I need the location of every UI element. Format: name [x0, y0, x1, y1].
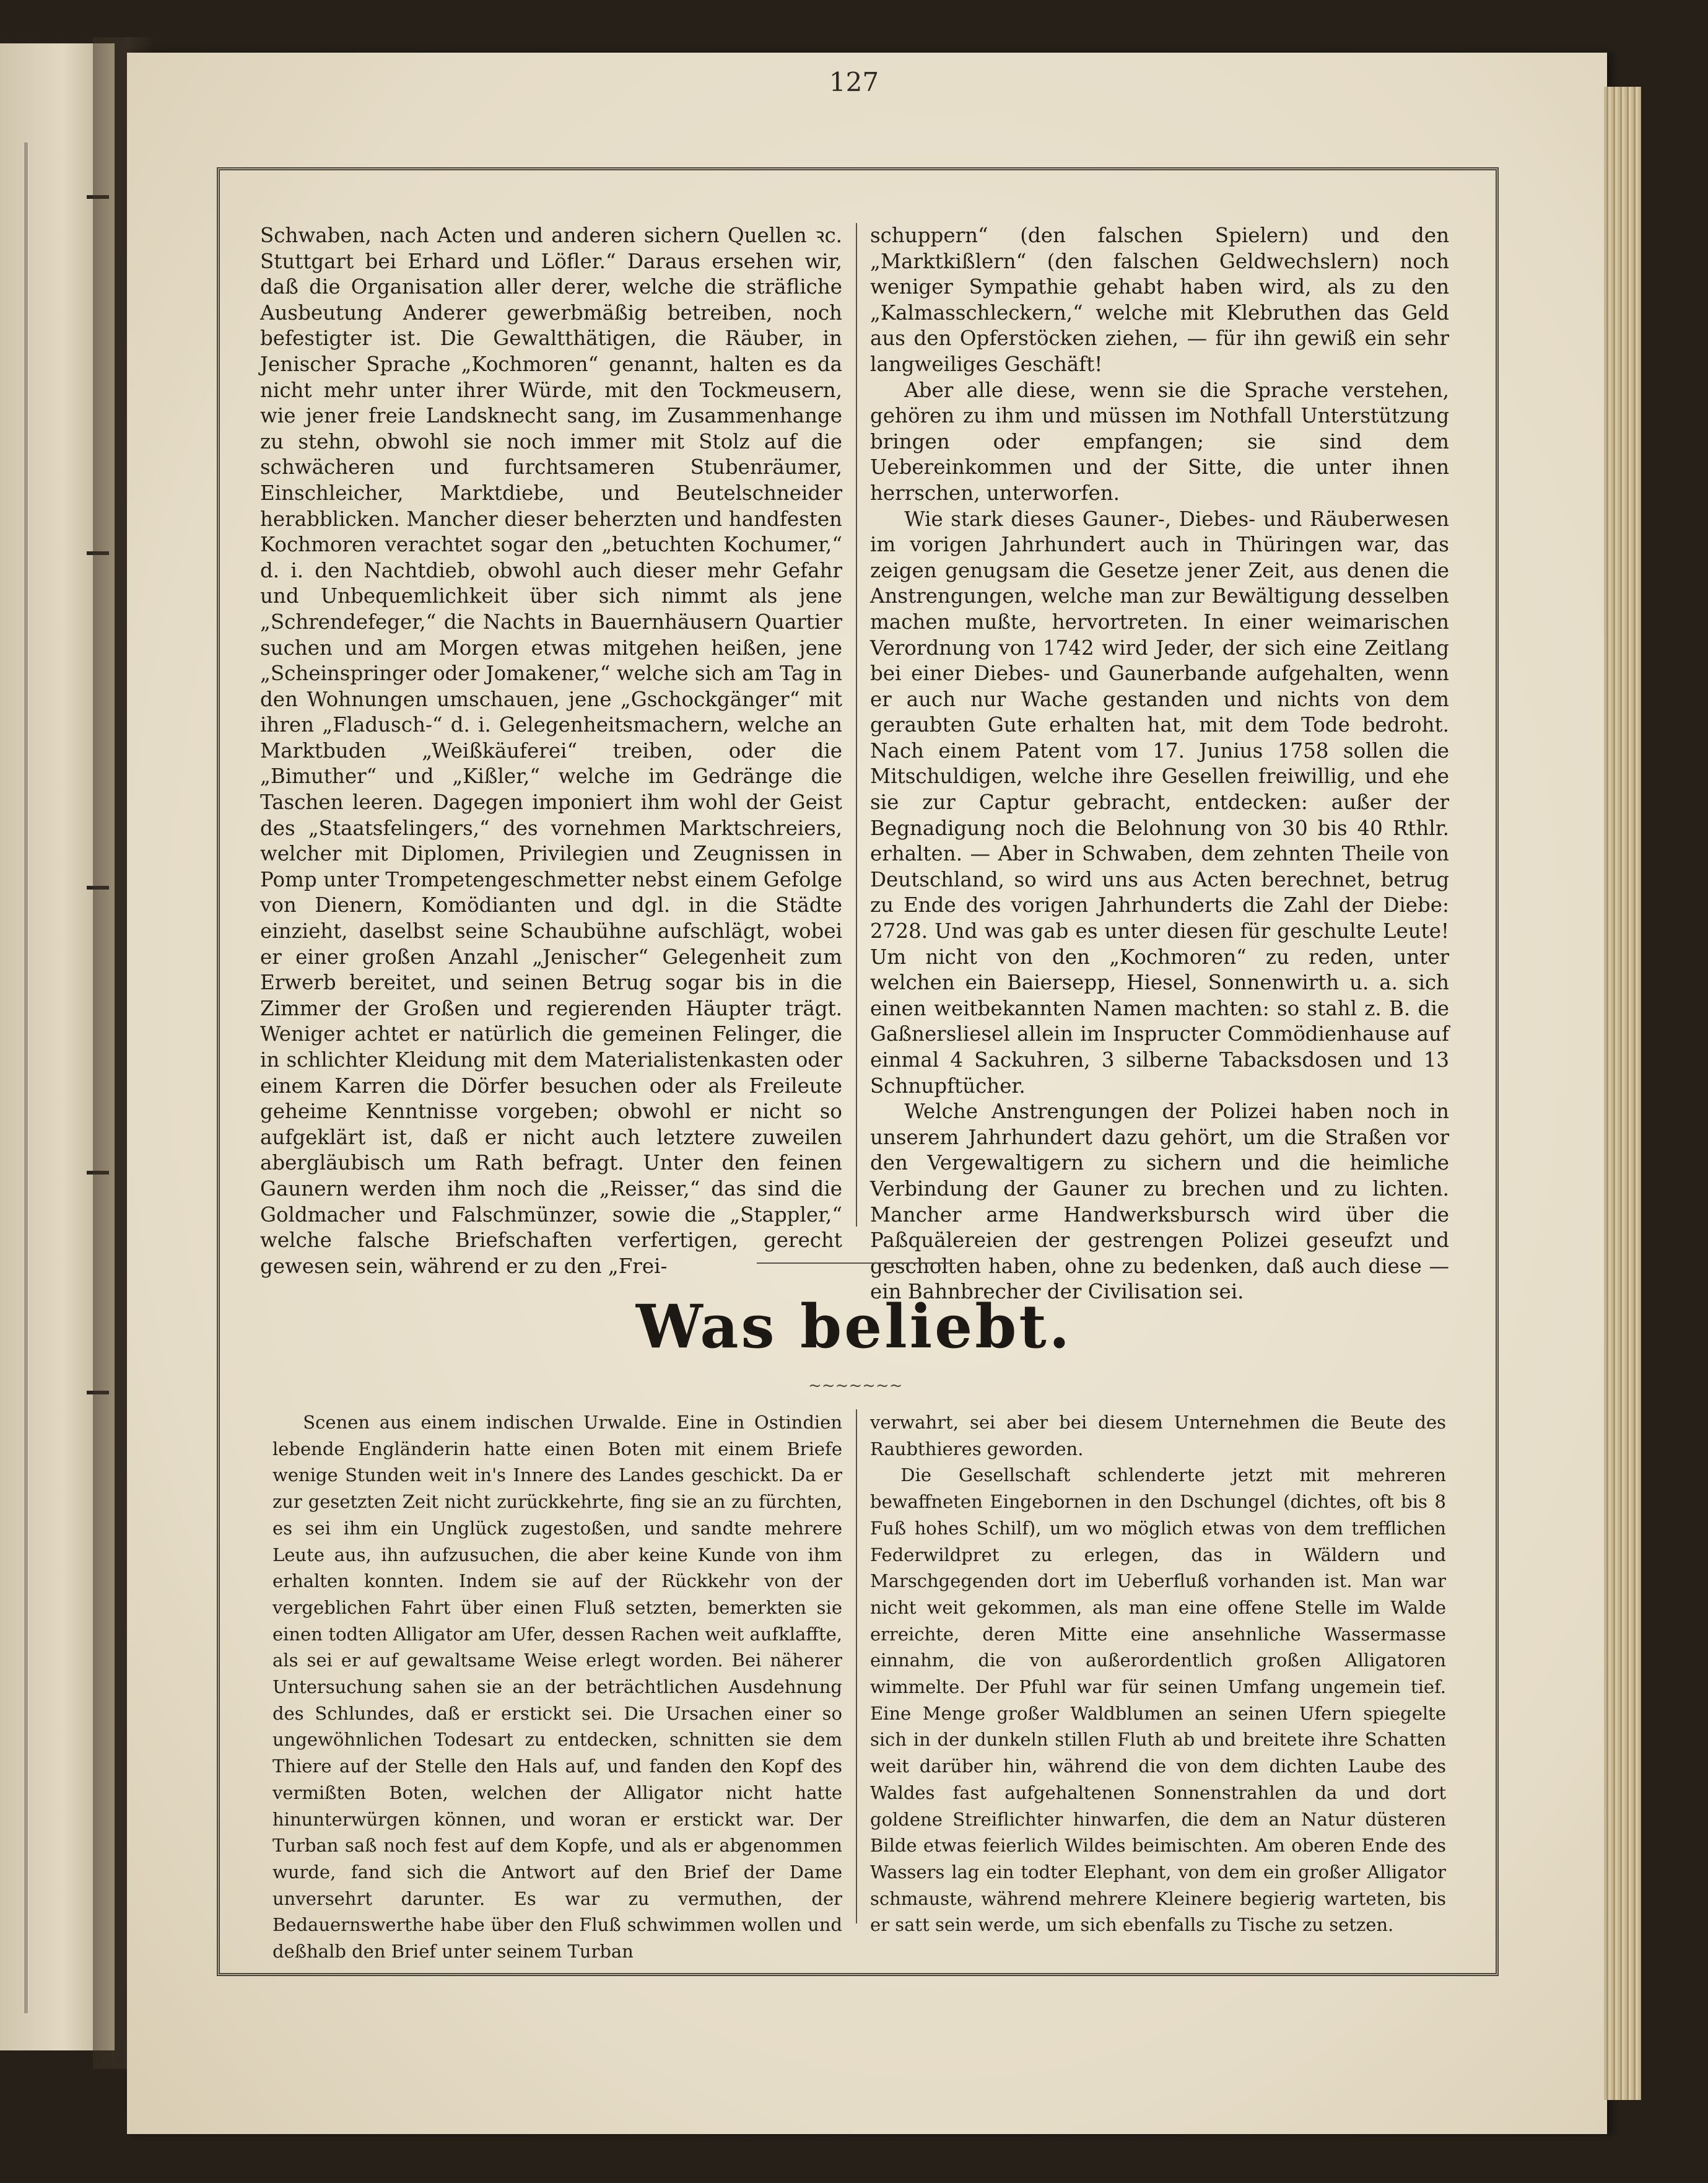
- paragraph: Scenen aus einem indischen Urwalde. Eine in Ostindien lebende Engländerin hatte einen Boten mit einem Briefe wenige Stunden weit in's Innere des Landes geschickt. Da er zur gesetzten Zeit nicht zurückkehrte, fing sie an zu fürchten, es sei ihm ein Unglück zugestoßen, und sandte mehrere Leute aus, ihn aufzusuchen, die aber keine Kunde von ihm erhalten konnten. Indem sie auf der Rückkehr von der vergeblichen Fahrt über einen Fluß setzten, bemerkten sie einen todten Alligator am Ufer, dessen Rachen weit aufklaffte, als sei er auf gewaltsame Weise erlegt worden. Bei näherer Untersuchung sahen sie an der beträchtlichen Ausdehnung des Schlundes, daß er erstickt sei. Die Ursachen einer so ungewöhnlichen Todesart zu entdecken, schnitten sie dem Thiere auf der Stelle den Hals auf, und fanden den Kopf des vermißten Boten, welchen der Alligator nicht hatte hinunterwürgen können, und woran er erstickt war. Der Turban saß noch fest auf dem Kopfe, und als er abgenommen wurde, fand sich die Antwort auf den Brief der Dame unversehrt darunter. Es war zu vermuthen, der Bedauernswerthe habe über den Fluß schwimmen wollen und deßhalb den Brief unter seinem Turban: [272, 1412, 842, 1962]
- paragraph: schuppern“ (den falschen Spielern) und den „Marktkißlern“ (den falschen Geldwechslern) noch weniger Sympathie gehabt haben wird, als zu den „Kalmasschleckern,“ welche mit Klebruthen das Geld aus den Opferstöcken ziehen, — für ihn gewiß ein sehr langweiliges Geschäft!: [870, 224, 1449, 376]
- left-page-frame: [0, 142, 27, 2013]
- paragraph: Schwaben, nach Acten und anderen sichern Quellen ꝛc. Stuttgart bei Erhard und Löfler.“ Daraus ersehen wir, daß die Organisation aller derer, welche die sträfliche Ausbeutung Anderer gewerbmäßig betreiben, noch befestigter ist. Die Gewaltthätigen, die Räuber, in Jenischer Sprache „Kochmoren“ genannt, halten es da nicht mehr unter ihrer Würde, mit den Tockmeusern, wie jener freie Landsknecht sang, im Zusammenhange zu stehn, obwohl sie noch immer mit Stolz auf die schwächeren und furchtsameren Stubenräumer, Einschleicher, Marktdiebe, und Beutelschneider herabblicken. Mancher dieser beherzten und handfesten Kochmoren verachtet sogar den „betuchten Kochumer,“ d. i. den Nachtdieb, obwohl auch dieser mehr Gefahr und Unbequemlichkeit über sich nimmt als jene „Schrendefeger,“ die Nachts in Bauernhäusern Quartier suchen und am Morgen etwas mitgehen heißen, jene „Scheinspringer oder Jomakener,“ welche sich am Tag in den Wohnungen umschauen, jene „Gschockgänger“ mit ihren „Fladusch-“ d. i. Gelegenheitsmachern, welche an Marktbuden „Weißkäuferei“ treiben, oder die „Bimuther“ und „Kißler,“ welche im Gedränge die Taschen leeren. Dagegen imponiert ihm wohl der Geist des „Staatsfelingers,“ des vornehmen Marktschreiers, welcher mit Diplomen, Privilegien und Zeugnissen in Pomp unter Trompetengeschmetter nebst einem Gefolge von Dienern, Komödianten und dgl. in die Städte einzieht, daselbst seine Schaubühne aufschlägt, wobei er einer großen Anzahl „Jenischer“ Gelegenheit zum Erwerb bereitet, und seinen Betrug sogar bis in die Zimmer der Großen und regierenden Häupter trägt. Weniger achtet er natürlich die gemeinen Felinger, die in schlichter Kleidung mit dem Materialistenkasten oder einem Karren die Dörfer besuchen oder als Freileute geheime Kenntnisse vorgeben; obwohl er nicht so aufgeklärt ist, daß er nicht auch letztere zuweilen abergläubisch um Rath befragt. Unter den feinen Gaunern werden ihm noch die „Reisser,“ das sind die Goldmacher und Falschmünzer, sowie die „Stappler,“ welche falsche Briefschaften verfertigen, gerecht gewesen sein, während er zu den „Frei-: [260, 224, 842, 1278]
- page-number: 127: [829, 67, 879, 97]
- lower-left-column: [272, 1409, 842, 1965]
- paragraph: Wie stark dieses Gauner-, Diebes- und Räuberwesen im vorigen Jahrhundert auch in Thüringen war, das zeigen genugsam die Gesetze jener Zeit, aus denen die Anstrengungen, welche man zur Bewältigung desselben machen mußte, hervortreten. In einer weimarischen Verordnung von 1742 wird Jeder, der sich eine Zeitlang bei einer Diebes- und Gaunerbande aufgehalten, wenn er auch nur Wache gestanden und nichts von dem geraubten Gute erhalten hat, mit dem Tode bedroht. Nach einem Patent vom 17. Junius 1758 sollen die Mitschuldigen, welche ihre Gesellen freiwillig, und ehe sie zur Captur gebracht, entdecken: außer der Begnadigung noch die Belohnung von 30 bis 40 Rthlr. erhalten. — Aber in Schwaben, dem zehnten Theile von Deutschland, so wird uns aus Acten berechnet, betrug zu Ende des vorigen Jahrhunderts die Zahl der Diebe: 2728. Und was gab es unter diesen für geschulte Leute! Um nicht von den „Kochmoren“ zu reden, unter welchen ein Baiersepp, Hiesel, Sonnenwirth u. a. sich einen weitbekannten Namen machten: so stahl z. B. die Gaßnersliesel allein im Inspructer Commödienhause auf einmal 4 Sackuhren, 3 silberne Tabacksdosen und 13 Schnupftücher.: [870, 507, 1449, 1098]
- lower-column-rule: [856, 1409, 857, 1923]
- upper-left-column: [260, 223, 842, 1279]
- upper-column-rule: [856, 223, 857, 1227]
- upper-right-column: [870, 223, 1449, 1305]
- paragraph: Aber alle diese, wenn sie die Sprache verstehen, gehören zu ihm und müssen im Nothfall Unterstützung bringen oder empfangen; sie sind dem Uebereinkommen und der Sitte, die unter ihnen herrschen, unterworfen.: [870, 378, 1449, 505]
- page-edges: [1604, 87, 1641, 2100]
- lower-right-column: [870, 1409, 1446, 1938]
- paragraph: Die Gesellschaft schlenderte jetzt mit mehreren bewaffneten Eingebornen in den Dschungel (dichtes, oft bis 8 Fuß hohes Schilf), um wo möglich etwas von dem trefflichen Federwildpret zu erlegen, das in Wäldern und Marschgegenden dort im Ueberfluß vorhanden ist. Man war nicht weit gekommen, als man eine offene Stelle im Walde erreichte, deren Mitte eine ansehnliche Wassermasse einnahm, die von außerordentlich großen Alligatoren wimmelte. Der Pfuhl war für seinen Umfang ungemein tief. Eine Menge großer Waldblumen an seinen Ufern spiegelte sich in der dunkeln stillen Fluth ab und breitete ihre Schatten weit darüber hin, während die von dem dichten Laube des Waldes fast aufgehaltenen Sonnenstrahlen da und dort goldene Streiflichter hinwarfen, die dem an Natur düsteren Bilde etwas feierlich Wildes beimischten. Am oberen Ende des Wassers lag ein todter Elephant, von dem ein großer Alligator schmauste, während mehrere Kleinere begierig warteten, bis er satt sein werde, um sich ebenfalls zu Tische zu setzen.: [870, 1464, 1446, 1936]
- section-divider: [757, 1262, 955, 1264]
- title-ornament: ~~~~~~~: [808, 1376, 903, 1395]
- paragraph: verwahrt, sei aber bei diesem Unternehmen die Beute des Raubthieres geworden.: [870, 1412, 1446, 1459]
- paragraph: Welche Anstrengungen der Polizei haben noch in unserem Jahrhundert dazu gehört, um die Straßen vor den Vergewaltigern zu sichern und die heimliche Verbindung der Gauner zu brechen und zu lichten. Mancher arme Handwerksbursch wird über die Paßquälereien der gestrengen Polizei geseufzt und gescholten haben, ohne zu bedenken, daß auch diese — ein Bahnbrecher der Civilisation sei.: [870, 1100, 1449, 1304]
- section-title: Was beliebt.: [635, 1292, 1073, 1362]
